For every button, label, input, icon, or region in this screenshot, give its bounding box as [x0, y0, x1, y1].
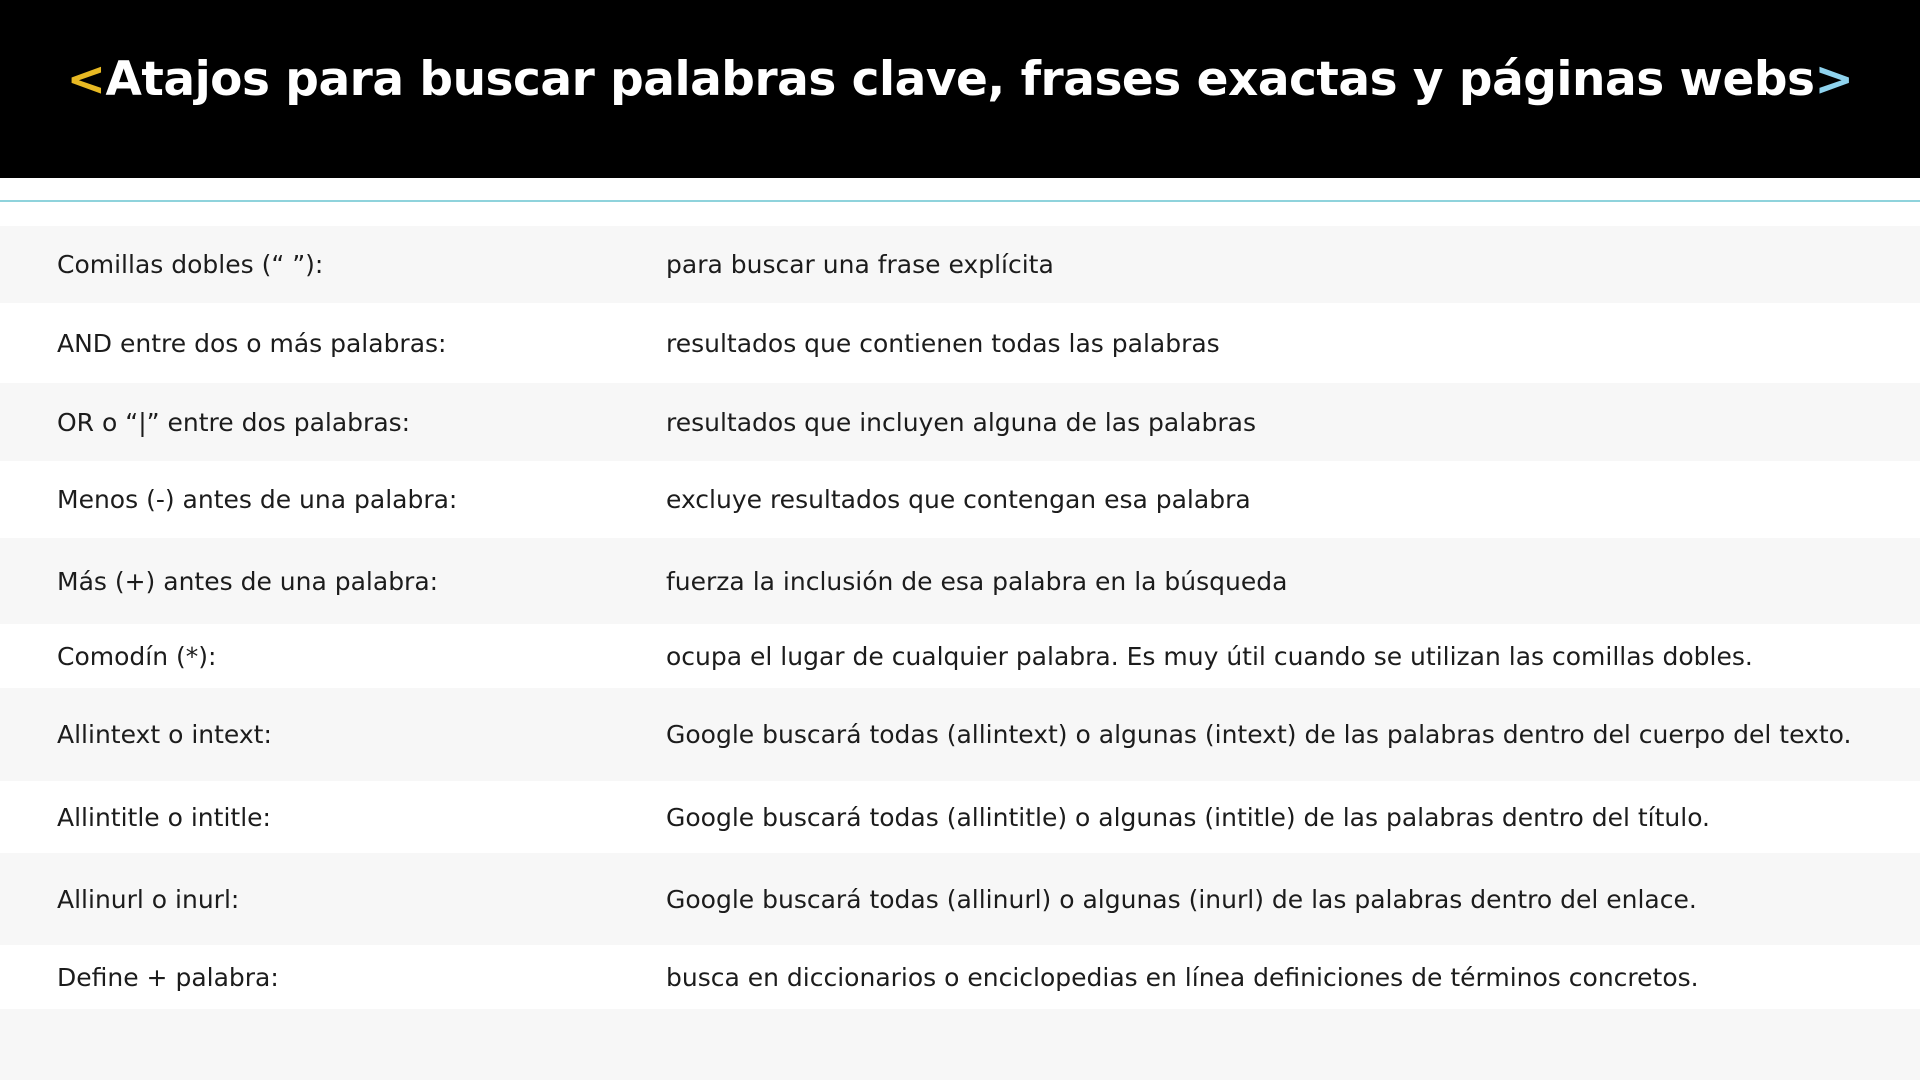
- table-row: [0, 781, 1920, 853]
- bracket-close-glyph: >: [1814, 51, 1854, 107]
- shortcut-description: resultados que incluyen alguna de las palabras: [666, 407, 1256, 437]
- table-row: [0, 853, 1920, 945]
- page-title: [67, 52, 1854, 107]
- shortcut-key: Allintext o intext:: [57, 720, 272, 749]
- shortcut-description: Google buscará todas (allintitle) o algunas (intitle) de las palabras dentro del título.: [666, 802, 1711, 832]
- shortcuts-table: [0, 226, 1920, 1009]
- shortcut-description: fuerza la inclusión de esa palabra en la búsqueda: [666, 566, 1288, 596]
- header-banner: [0, 0, 1920, 178]
- shortcut-key: Comillas dobles (“ ”):: [57, 250, 324, 279]
- shortcut-description: Google buscará todas (allinurl) o algunas (inurl) de las palabras dentro del enlace.: [666, 884, 1697, 914]
- shortcut-key: Define + palabra:: [57, 962, 279, 992]
- table-row: [0, 226, 1920, 303]
- shortcut-key: Más (+) antes de una palabra:: [57, 566, 439, 596]
- shortcut-key: Allintitle o intitle:: [57, 802, 271, 832]
- table-row: [0, 303, 1920, 383]
- table-row: [0, 383, 1920, 461]
- footer-band: [0, 1009, 1920, 1080]
- table-row: [0, 624, 1920, 688]
- bracket-open-glyph: <: [66, 51, 106, 107]
- shortcut-description: excluye resultados que contengan esa palabra: [666, 485, 1251, 514]
- shortcut-key: Menos (-) antes de una palabra:: [57, 485, 458, 514]
- shortcut-description: ocupa el lugar de cualquier palabra. Es muy útil cuando se utilizan las comillas dobles.: [666, 641, 1753, 671]
- shortcut-description: Google buscará todas (allintext) o algunas (intext) de las palabras dentro del cuerpo del texto.: [666, 720, 1852, 749]
- table-row: [0, 461, 1920, 538]
- shortcut-key: Comodín (*):: [57, 641, 217, 671]
- shortcut-description: busca en diccionarios o enciclopedias en línea definiciones de términos concretos.: [666, 962, 1699, 992]
- shortcut-key: AND entre dos o más palabras:: [57, 328, 447, 358]
- table-row: [0, 688, 1920, 781]
- table-row: [0, 538, 1920, 624]
- shortcut-key: Allinurl o inurl:: [57, 884, 240, 914]
- shortcut-key: OR o “|” entre dos palabras:: [57, 407, 411, 437]
- header-gap: [0, 178, 1920, 226]
- page-title-text: Atajos para buscar palabras clave, frases exactas y páginas webs: [105, 51, 1815, 107]
- divider-line: [0, 200, 1920, 202]
- shortcut-description: resultados que contienen todas las palabras: [666, 328, 1220, 358]
- table-row: [0, 945, 1920, 1009]
- shortcut-description: para buscar una frase explícita: [666, 250, 1054, 279]
